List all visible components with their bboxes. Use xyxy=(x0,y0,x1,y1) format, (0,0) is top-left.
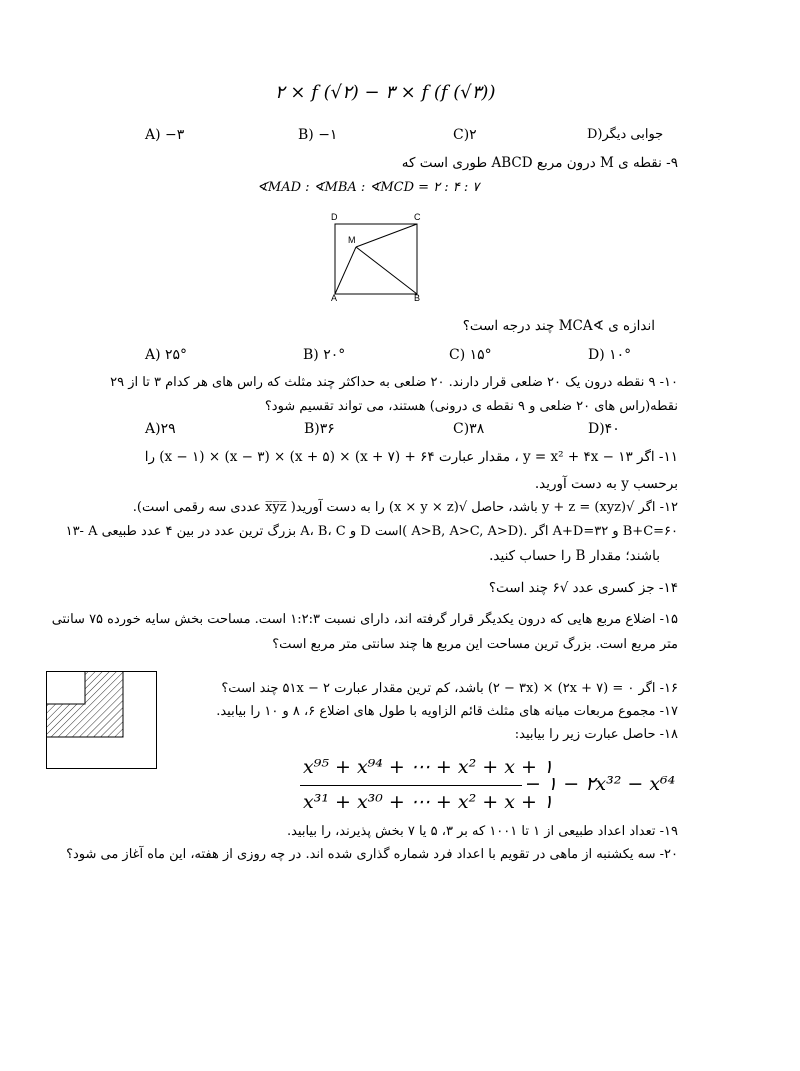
q8-option-a[interactable]: A) −۳ xyxy=(145,127,185,143)
q9-question: اندازه ی ∢MCA چند درجه است؟ xyxy=(462,318,655,334)
q11-line2: برحسب y به دست آورید. xyxy=(534,476,678,492)
q18-fraction-bar xyxy=(300,785,522,786)
q10-line2: نقطه(راس های ۲۰ ضلعی و ۹ نقطه ی درونی) هستند، می تواند تقسیم شود؟ xyxy=(264,399,678,414)
label-b: B xyxy=(414,293,421,303)
q13-line2: باشند؛ مقدار B را حساب کنید. xyxy=(489,548,660,564)
segment-am xyxy=(335,247,356,294)
q18-text: ۱۸- حاصل عبارت زیر را بیابید: xyxy=(514,727,678,742)
q10-option-a[interactable]: A)۲۹ xyxy=(145,421,176,437)
segment-mb xyxy=(356,247,417,294)
q8-option-c[interactable]: C)۲ xyxy=(453,127,477,143)
q16-text: ۱۶- اگر ۰ = (۲x + ۷) × (۲ − ۳x) باشد، کم ترین مقدار عبارت ۲ − ۵۱x چند است؟ xyxy=(221,681,678,696)
label-c: C xyxy=(414,212,421,222)
q15-line1: ۱۵- اضلاع مربع هایی که درون یکدیگر قرار گرفته اند، دارای نسبت ۱:۲:۳ است. مساحت بخش سایه خورده ۷۵ سانتی xyxy=(51,612,678,627)
q11-line1: ۱۱- اگر y = x² + ۴x − ۱۳ ، مقدار عبارت ۶۴ + (x + ۷) × (x + ۵) × (x − ۳) × (x − ۱) را xyxy=(144,449,678,465)
q9-option-c[interactable]: C) ۱۵° xyxy=(449,347,492,363)
q10-option-b[interactable]: B)۳۶ xyxy=(304,421,335,437)
q17-text: ۱۷- مجموع مربعات میانه های مثلث قائم الزاویه با طول های اضلاع ۶، ۸ و ۱۰ را بیابید. xyxy=(216,704,678,719)
q18-numerator: x⁹⁵ + x⁹⁴ + ⋯ + x² + x + ۱ xyxy=(303,756,554,778)
q13-line1: ۱۳- A بزرگ ترین عدد در بین ۴ عدد طبیعی A، B، C و D است( A>B, A>C, A>D). اگر A+D=۳۲ و B+C=۶۰ xyxy=(65,524,678,539)
q8-option-d[interactable]: D)جوابی دیگر xyxy=(587,127,664,142)
q9-text: ۹- نقطه ی M درون مربع ABCD طوری است که xyxy=(401,155,678,171)
q9-option-a[interactable]: A) ۲۵° xyxy=(145,347,188,363)
label-d: D xyxy=(331,212,338,222)
q9-ratio: ∢MAD : ∢MBA : ∢MCD = ۲ : ۴ : ۷ xyxy=(257,180,480,195)
q9-option-d[interactable]: D) ۱۰° xyxy=(588,347,632,363)
q15-line2: متر مربع است. بزرگ ترین مساحت این مربع ها چند سانتی متر مربع است؟ xyxy=(272,637,678,652)
nested-squares-diagram xyxy=(46,671,158,769)
small-square xyxy=(47,672,86,705)
q12-text: ۱۲- اگر √(xyz) = y + z باشد، حاصل √(x × y × z) را به دست آورید( x̅y̅z̅ عددی سه رقمی است). xyxy=(132,500,678,515)
q19-text: ۱۹- تعداد اعداد طبیعی از ۱ تا ۱۰۰۱ که بر ۳، ۵ یا ۷ بخش پذیرند، را بیابید. xyxy=(286,824,678,839)
q10-option-d[interactable]: D)۴۰ xyxy=(588,421,620,437)
q20-text: ۲۰- سه یکشنبه از ماهی در تقویم با اعداد فرد شماره گذاری شده اند. در چه روزی از هفته، این ماه آغاز می شود؟ xyxy=(66,847,678,862)
label-m: M xyxy=(348,235,356,245)
q8-expression: ۲ × f (√۲) − ۳ × f (f (√۳)) xyxy=(275,82,496,103)
q8-option-b[interactable]: B) −۱ xyxy=(298,127,338,143)
q14-text: ۱۴- جز کسری عدد √۶ چند است؟ xyxy=(488,580,678,596)
q10-option-c[interactable]: C)۳۸ xyxy=(453,421,485,437)
q9-option-b[interactable]: B) ۲۰° xyxy=(303,347,346,363)
segment-mc xyxy=(356,224,417,247)
q18-tail: − ۱ − ۲x³² − x⁶⁴ xyxy=(525,773,676,795)
label-a: A xyxy=(331,293,338,303)
q18-denominator: x³¹ + x³⁰ + ⋯ + x² + x + ۱ xyxy=(303,791,554,813)
square-abcd-diagram xyxy=(326,208,426,304)
q10-line1: ۱۰- ۹ نقطه درون یک ۲۰ ضلعی قرار دارند. ۲۰ ضلعی به حداکثر چند مثلث که راس های هر کدام ۳ تا از ۲۹ xyxy=(110,375,678,390)
